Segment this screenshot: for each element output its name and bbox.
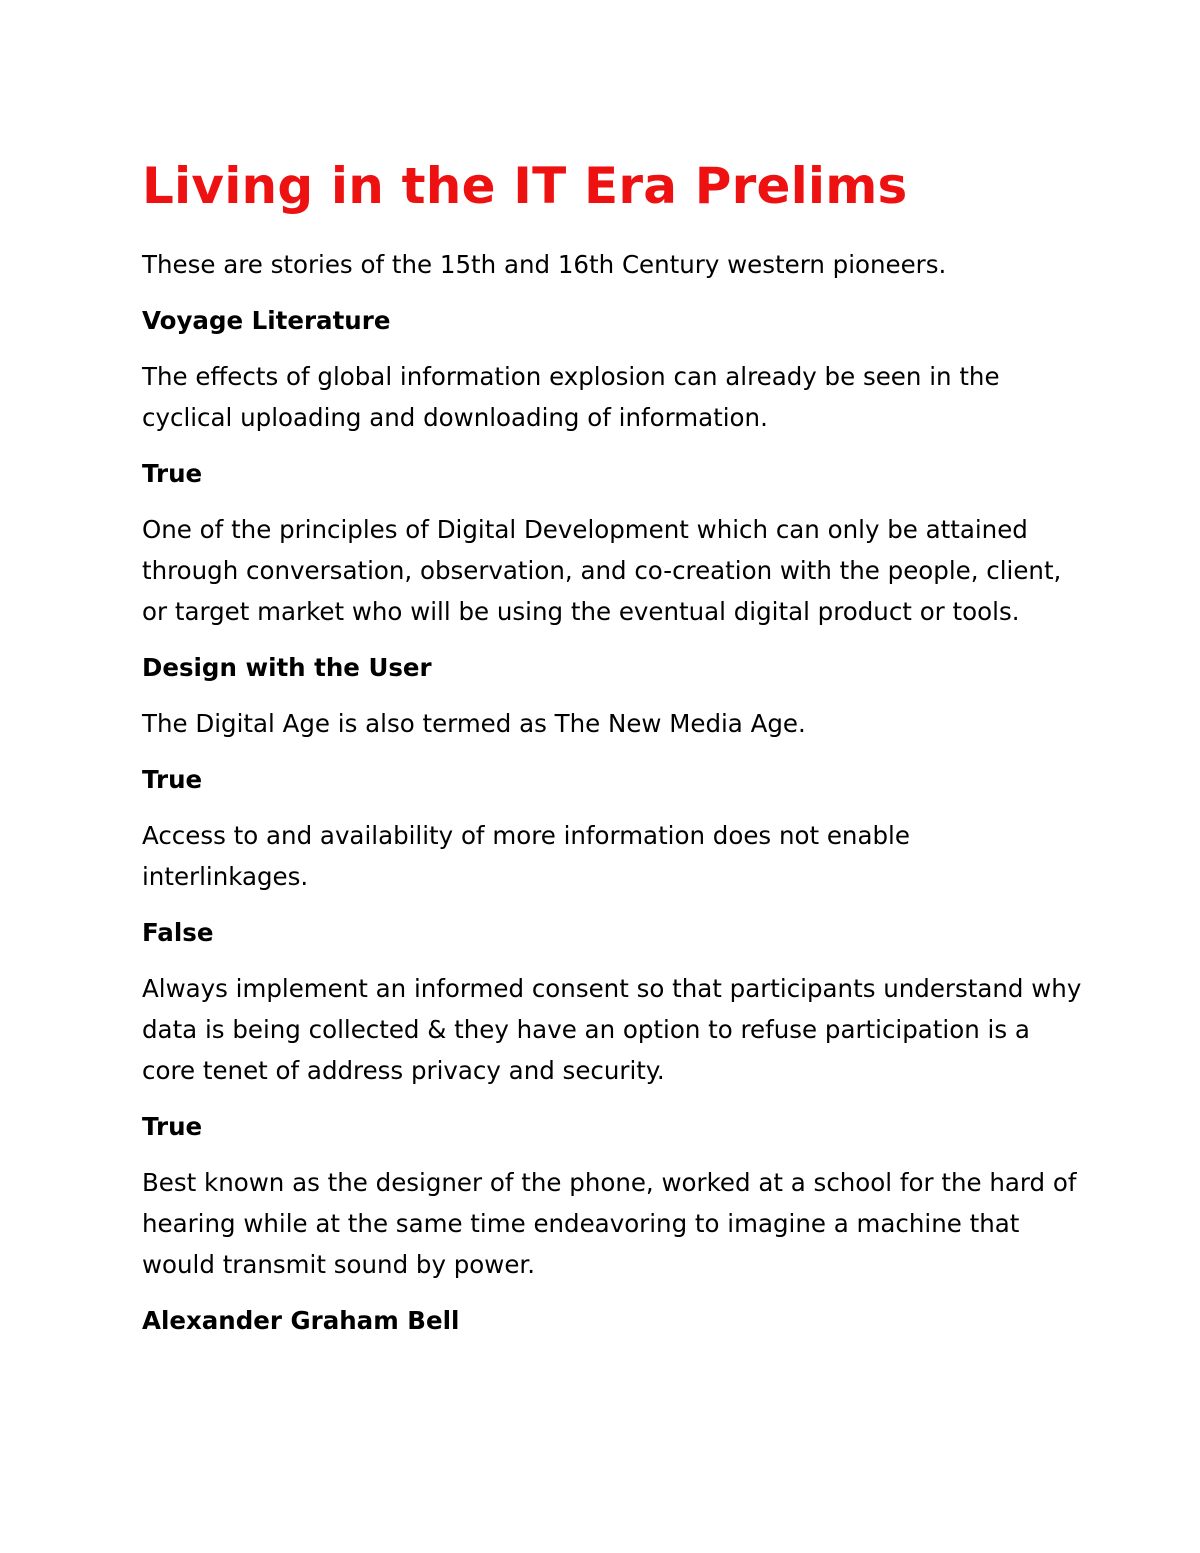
answer-5: False (142, 918, 214, 947)
answer-1: Voyage Literature (142, 306, 391, 335)
answer-7: Alexander Graham Bell (142, 1306, 460, 1335)
answer-2: True (142, 459, 203, 488)
question-5: Access to and availability of more information does not enable interlinkages. (142, 821, 910, 891)
question-3: One of the principles of Digital Development which can only be attained through conversation, observation, and co-creation with the people, client, or target market who will be using the eventual digital product or tools. (142, 515, 1062, 626)
document-content (142, 150, 1082, 1356)
answer-4: True (142, 765, 203, 794)
answer-3: Design with the User (142, 653, 432, 682)
question-2: The effects of global information explosion can already be seen in the cyclical uploading and downloading of information. (142, 362, 1000, 432)
question-4: The Digital Age is also termed as The New Media Age. (142, 709, 806, 738)
question-7: Best known as the designer of the phone, worked at a school for the hard of hearing while at the same time endeavoring to imagine a machine that would transmit sound by power. (142, 1168, 1077, 1279)
document-title: Living in the IT Era Prelims (142, 157, 908, 215)
answer-6: True (142, 1112, 203, 1141)
question-6: Always implement an informed consent so that participants understand why data is being collected & they have an option to refuse participation is a core tenet of address privacy and security. (142, 974, 1082, 1085)
question-1: These are stories of the 15th and 16th Century western pioneers. (142, 250, 947, 279)
